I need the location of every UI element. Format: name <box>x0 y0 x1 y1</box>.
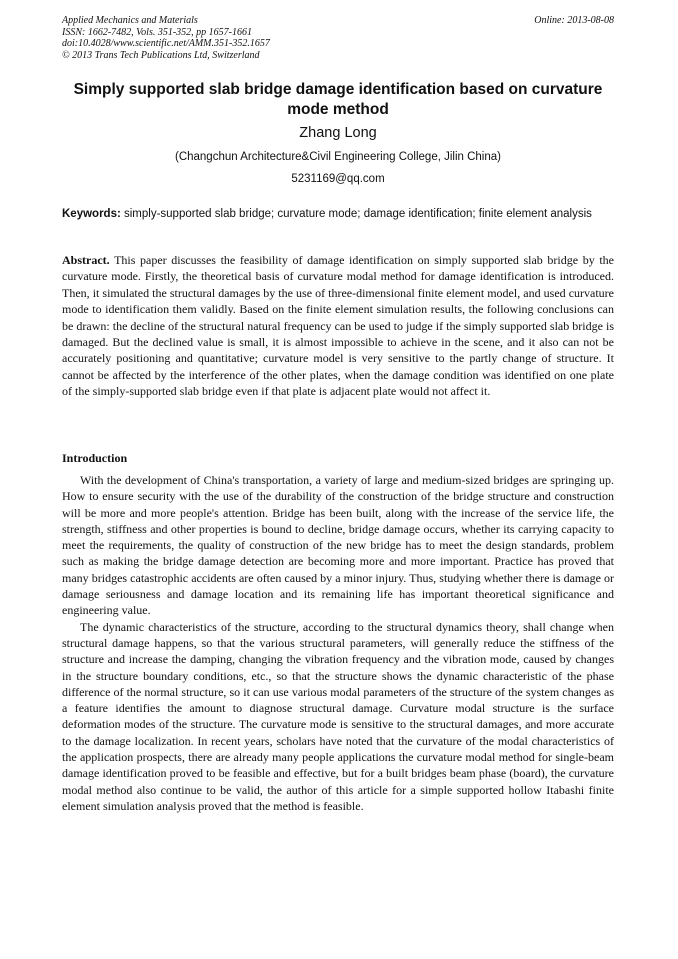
abstract-block <box>62 252 614 400</box>
author-email: 5231169@qq.com <box>291 173 385 185</box>
issn-line: ISSN: 1662-7482, Vols. 351-352, pp 1657-1661 <box>62 26 252 38</box>
keywords-label: Keywords: <box>62 208 121 220</box>
author-name: Zhang Long <box>299 125 377 141</box>
doi-line: doi:10.4028/www.scientific.net/AMM.351-352.1657 <box>62 38 270 49</box>
journal-name: Applied Mechanics and Materials <box>62 15 198 26</box>
paper-title: Simply supported slab bridge damage identification based on curvature mode method <box>73 81 603 118</box>
abstract-label: Abstract. <box>62 253 110 267</box>
introduction-body <box>62 472 614 814</box>
journal-header <box>62 15 614 61</box>
online-date: Online: 2013-08-08 <box>534 15 614 26</box>
keywords-text: simply-supported slab bridge; curvature mode; damage identification; finite element analysis <box>124 208 592 220</box>
intro-paragraph: The dynamic characteristics of the structure, according to the structural dynamics theory, shall change when structural damage happens, so that the various structural parameters, will generally reduce the stiffness of the structure and increase the damping, changing the vibration frequency and the vibration mode, caused by changes in the structure boundary conditions, etc., so that the structure shows the dynamic characteristic of the phase difference of the normal structure, so it can use various modal parameters of the structure of the system changes as a feature identifies the amount to diagnose structural damage. Curvature modal structure is the surface deformation modes of the structure. The curvature mode is sensitive to the structural damages, and more accurate to the damage localization. In recent years, scholars have noted that the curvature of the modal characteristics of the application prospects, there are already many people applications the curvature modal method for single-beam damage identification proved to be feasible and effective, but for a built bridges beam phase (board), the curvature modal method also continue to be valid, the author of this article for a simple supported hollow Itabashi finite element simulation analysis proved that the method is feasible. <box>62 619 614 813</box>
keywords-block <box>62 207 614 222</box>
copyright-line: © 2013 Trans Tech Publications Ltd, Switzerland <box>62 49 260 61</box>
abstract-text: This paper discusses the feasibility of damage identification on simply supported slab bridge by the curvature mode. Firstly, the theoretical basis of curvature modal method for damage identification is introduced. Then, it simulated the structural damages by the use of three-dimensional finite element model, and used curvature mode to identification them validly. Based on the finite element simulation results, the following conclusions can be drawn: the decline of the structural natural frequency can be used to judge if the simply supported slab bridge is damaged. But the declined value is small, it is almost impossible to achieve in the scene, and it also can not be accurately positioning and quantitative; curvature model is very sensitive to the partly change of structure. It cannot be affected by the interference of the other plates, when the damage condition was identified on one plate of the simply-supported slab bridge even if that plate is adjacent plate would not affect it. <box>62 253 614 399</box>
intro-paragraph: With the development of China's transportation, a variety of large and medium-sized bridges are springing up. How to ensure security with the use of the durability of the construction of the bridge structure and construction will be more and more people's attention. Bridge has been built, along with the increase of the service life, the strength, stiffness and other properties is bound to decline, bridge damage occurs, whether its carrying capacity to meet the requirements, the quality of construction of the new bridge has to meet the design standards, problem such as making the bridge damage detection are becoming more and more important. Practice has proved that many bridges catastrophic accidents are often caused by a minor injury. Thus, studying whether there is damage or damage seriousness and damage location and its remaining life has important theoretical significance and engineering value. <box>62 473 614 618</box>
section-heading-introduction: Introduction <box>62 451 128 465</box>
author-affiliation: (Changchun Architecture&Civil Engineering College, Jilin China) <box>174 151 501 163</box>
